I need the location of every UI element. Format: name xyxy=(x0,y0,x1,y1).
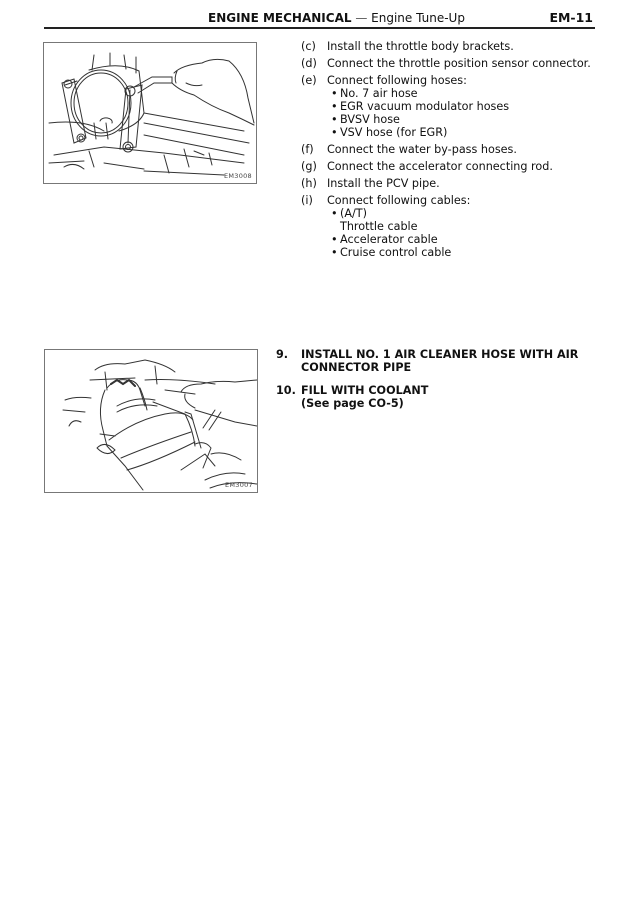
list-item xyxy=(331,246,601,259)
step-reference: (See page CO-5) xyxy=(301,397,404,410)
step-number: 10. xyxy=(276,384,296,397)
substep-label: (i) xyxy=(301,194,313,207)
header-title xyxy=(208,11,465,25)
substep-text: Connect the accelerator connecting rod. xyxy=(327,160,553,173)
substep-text: Connect the throttle position sensor connector. xyxy=(327,57,591,70)
bullet-icon: • xyxy=(331,113,338,126)
bullet-icon: • xyxy=(331,246,338,259)
bullet-text: Accelerator cable xyxy=(340,233,438,246)
step-9 xyxy=(276,348,606,374)
list-item xyxy=(331,87,601,100)
substep-text: Connect the water by-pass hoses. xyxy=(327,143,517,156)
bullet-text: EGR vacuum modulator hoses xyxy=(340,100,510,113)
bullet-text: (A/T) xyxy=(340,207,367,220)
step-number: 9. xyxy=(276,348,289,361)
throttle-bracket-illustration xyxy=(44,43,256,183)
substep-text: Connect following cables: xyxy=(327,194,471,207)
substep-c xyxy=(301,40,601,53)
bullet-text: VSV hose (for EGR) xyxy=(340,126,448,139)
substep-label: (e) xyxy=(301,74,317,87)
header-rule xyxy=(44,27,595,29)
figure-id: EM3008 xyxy=(223,172,252,180)
substep-d xyxy=(301,57,601,70)
subsection-title: Engine Tune-Up xyxy=(371,11,465,25)
substep-i xyxy=(301,194,601,259)
figure-throttle-bracket xyxy=(43,42,257,184)
substep-label: (c) xyxy=(301,40,316,53)
bullet-icon: • xyxy=(331,126,338,139)
step-heading-line1: FILL WITH COOLANT xyxy=(301,384,429,397)
bullet-text: No. 7 air hose xyxy=(340,87,418,100)
list-item xyxy=(331,126,601,139)
hose-bullet-list xyxy=(331,87,601,139)
bullet-icon: • xyxy=(331,207,338,220)
list-item xyxy=(331,233,601,246)
main-step-list xyxy=(276,348,606,420)
substep-list xyxy=(301,40,601,263)
figure-air-cleaner-hose xyxy=(44,349,258,493)
bullet-text: BVSV hose xyxy=(340,113,400,126)
list-item xyxy=(331,207,601,233)
substep-g xyxy=(301,160,601,173)
bullet-icon: • xyxy=(331,233,338,246)
substep-text: Install the throttle body brackets. xyxy=(327,40,514,53)
page-header xyxy=(44,10,595,30)
substep-f xyxy=(301,143,601,156)
step-10 xyxy=(276,384,606,410)
bullet-subtext: Throttle cable xyxy=(340,220,418,233)
substep-label: (d) xyxy=(301,57,317,70)
substep-text: Connect following hoses: xyxy=(327,74,467,87)
cable-bullet-list xyxy=(331,207,601,259)
substep-text: Install the PCV pipe. xyxy=(327,177,440,190)
substep-label: (f) xyxy=(301,143,314,156)
bullet-icon: • xyxy=(331,87,338,100)
page-number: EM-11 xyxy=(549,10,593,25)
bullet-text: Cruise control cable xyxy=(340,246,452,259)
step-heading-line1: INSTALL NO. 1 AIR CLEANER HOSE WITH AIR xyxy=(301,348,579,361)
substep-label: (h) xyxy=(301,177,317,190)
list-item xyxy=(331,113,601,126)
list-item xyxy=(331,100,601,113)
figure-id: EM3007 xyxy=(224,481,253,489)
step-heading-line2: CONNECTOR PIPE xyxy=(301,361,412,374)
bullet-icon: • xyxy=(331,100,338,113)
substep-h xyxy=(301,177,601,190)
air-cleaner-hose-illustration xyxy=(45,350,257,492)
substep-label: (g) xyxy=(301,160,317,173)
substep-e xyxy=(301,74,601,139)
section-title: ENGINE MECHANICAL xyxy=(208,11,352,25)
title-separator: — xyxy=(355,11,368,25)
